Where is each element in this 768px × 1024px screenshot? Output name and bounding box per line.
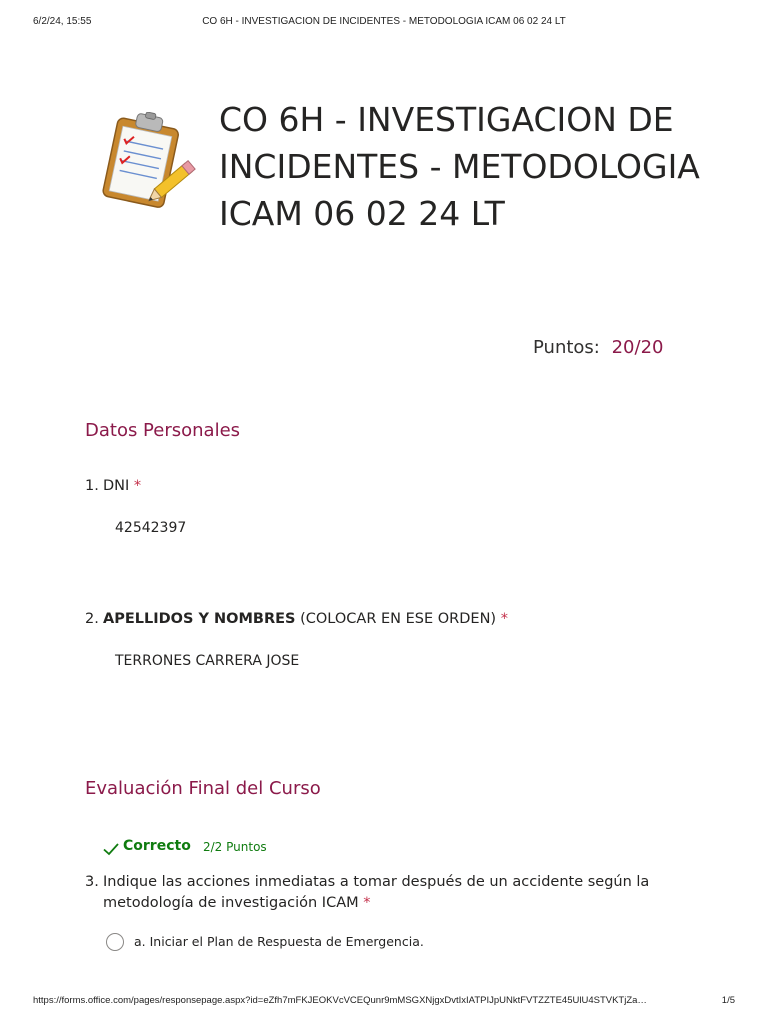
- form-title: CO 6H - INVESTIGACION DE INCIDENTES - METODOLOGIA ICAM 06 02 24 LT: [219, 100, 700, 233]
- question-number: 1.: [85, 478, 99, 494]
- question-number: 2.: [85, 611, 99, 627]
- required-mark: *: [133, 478, 142, 494]
- radio-button[interactable]: [106, 933, 124, 951]
- print-doc-title: CO 6H - INVESTIGACION DE INCIDENTES - METODOLOGIA ICAM 06 02 24 LT: [202, 16, 566, 27]
- points-value: 20/20: [611, 337, 664, 358]
- section-title-evaluacion: Evaluación Final del Curso: [85, 778, 321, 799]
- page-number: 1/5: [721, 995, 735, 1006]
- question-label: Indique las acciones inmediatas a tomar después de un accidente según la metodología de investigación ICAM: [103, 874, 650, 911]
- answer-dni: 42542397: [115, 520, 187, 536]
- print-footer: [0, 995, 768, 1009]
- question-number: 3.: [85, 874, 99, 890]
- question-label: DNI: [103, 478, 130, 494]
- print-header: [0, 16, 768, 30]
- required-mark: *: [500, 611, 508, 627]
- points-label: Puntos:: [533, 337, 600, 358]
- checkmark-icon: [102, 840, 120, 858]
- required-mark: *: [363, 895, 371, 911]
- question-label-bold: APELLIDOS Y NOMBRES: [103, 611, 296, 627]
- print-datetime: 6/2/24, 15:55: [33, 16, 92, 27]
- print-url: https://forms.office.com/pages/responsepage.aspx?id=eZfh7mFKJEOKVcVCEQunr9mMSGXNjgxDvtIxIATPIJpUNktFVTZZTE45UlU4STVKTjZa…: [33, 995, 647, 1006]
- clipboard-icon: [92, 112, 202, 212]
- result-score: 2/2 Puntos: [203, 840, 267, 854]
- result-label: Correcto: [123, 838, 191, 854]
- total-points: [533, 337, 663, 358]
- section-title-datos-personales: Datos Personales: [85, 420, 241, 441]
- option-label: a. Iniciar el Plan de Respuesta de Emergencia.: [134, 934, 424, 949]
- answer-nombres: TERRONES CARRERA JOSE: [115, 653, 300, 669]
- question-label-rest: (COLOCAR EN ESE ORDEN): [295, 611, 497, 627]
